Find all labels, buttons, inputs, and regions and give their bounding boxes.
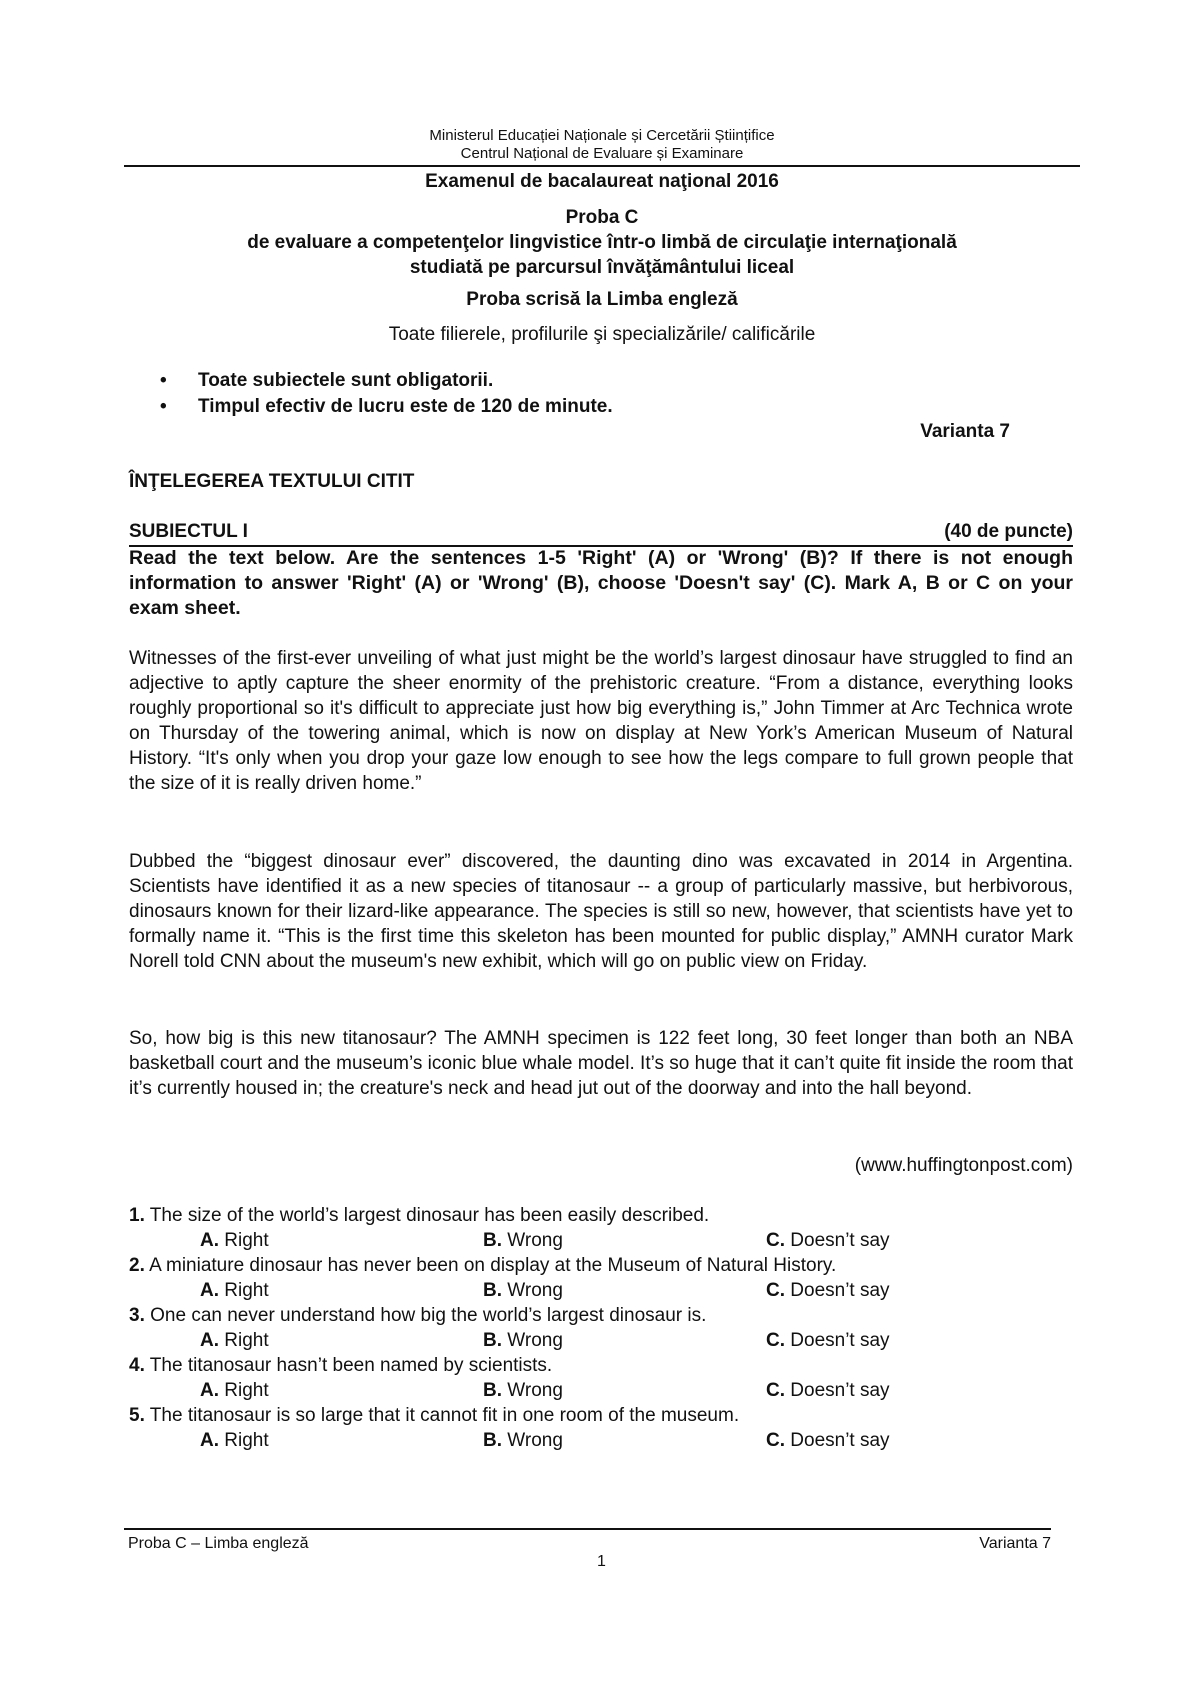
question-5-options xyxy=(129,1428,1073,1453)
subject-points: (40 de puncte) xyxy=(944,521,1073,542)
question-number: 3. xyxy=(129,1305,145,1326)
option-a: A. Right xyxy=(200,1380,269,1401)
question-text: The titanosaur hasn’t been named by scientists. xyxy=(149,1355,553,1376)
variant-label: Varianta 7 xyxy=(920,421,1010,442)
rule-item: • Toate subiectele sunt obligatorii. xyxy=(160,368,613,394)
page-number: 1 xyxy=(597,1553,606,1570)
option-a: A. Right xyxy=(200,1230,269,1251)
question-text: The titanosaur is so large that it cannot fit in one room of the museum. xyxy=(149,1405,740,1426)
question-3 xyxy=(129,1303,1073,1328)
option-c: C. Doesn’t say xyxy=(766,1380,890,1401)
question-4 xyxy=(129,1353,1073,1378)
option-c: C. Doesn’t say xyxy=(766,1330,890,1351)
question-2 xyxy=(129,1253,1073,1278)
subject-heading xyxy=(129,521,1073,547)
proba-subtitle-line2: studiată pe parcursul învăţământului liceal xyxy=(409,257,795,278)
question-text: One can never understand how big the world’s largest dinosaur is. xyxy=(150,1305,707,1326)
question-number: 5. xyxy=(129,1405,145,1426)
ministry-name: Ministerul Educației Naționale și Cercetării Științifice xyxy=(429,127,775,144)
reading-paragraph-3: So, how big is this new titanosaur? The AMNH specimen is 122 feet long, 30 feet longer than both an NBA basketball court and the museum’s iconic blue whale model. It’s so huge that it can’t quite fit inside the room that it’s currently housed in; the creature's neck and head jut out of the doorway and into the hall beyond. xyxy=(129,1028,1073,1099)
option-b: B. Wrong xyxy=(483,1230,563,1251)
text-source: (www.huffingtonpost.com) xyxy=(854,1155,1073,1176)
filiere-line: Toate filierele, profilurile şi specializările/ calificările xyxy=(388,324,816,345)
option-b: B. Wrong xyxy=(483,1280,563,1301)
question-5 xyxy=(129,1403,1073,1428)
header-divider xyxy=(124,165,1080,167)
option-c: C. Doesn’t say xyxy=(766,1280,890,1301)
language-test-title: Proba scrisă la Limba engleză xyxy=(466,289,738,310)
question-number: 4. xyxy=(129,1355,145,1376)
page-footer xyxy=(124,1528,1051,1552)
proba-subtitle-line1: de evaluare a competenţelor lingvistice într-o limbă de circulaţie internaţională xyxy=(247,232,957,253)
option-b: B. Wrong xyxy=(483,1330,563,1351)
question-list xyxy=(129,1203,1073,1453)
option-a: A. Right xyxy=(200,1330,269,1351)
option-a: A. Right xyxy=(200,1430,269,1451)
option-b: B. Wrong xyxy=(483,1430,563,1451)
footer-left: Proba C – Limba engleză xyxy=(128,1535,309,1552)
question-text: The size of the world’s largest dinosaur has been easily described. xyxy=(149,1205,710,1226)
exam-title: Examenul de bacalaureat naţional 2016 xyxy=(425,171,779,192)
option-c: C. Doesn’t say xyxy=(766,1430,890,1451)
subject-instructions: Read the text below. Are the sentences 1-5 'Right' (A) or 'Wrong' (B)? If there is not enough information to answer 'Right' (A) or 'Wrong' (B), choose 'Doesn't say' (C). Mark A, B or C on your exam sheet. xyxy=(129,547,1073,619)
question-1-options xyxy=(129,1228,1073,1253)
proba-title: Proba C xyxy=(565,207,639,228)
option-b: B. Wrong xyxy=(483,1380,563,1401)
option-a: A. Right xyxy=(200,1280,269,1301)
rule-item: • Timpul efectiv de lucru este de 120 de minute. xyxy=(160,394,613,420)
question-text: A miniature dinosaur has never been on display at the Museum of Natural History. xyxy=(149,1255,837,1276)
subject-title: SUBIECTUL I xyxy=(129,521,248,542)
question-4-options xyxy=(129,1378,1073,1403)
document-header xyxy=(124,127,1080,347)
question-number: 2. xyxy=(129,1255,145,1276)
option-c: C. Doesn’t say xyxy=(766,1230,890,1251)
question-3-options xyxy=(129,1328,1073,1353)
reading-paragraph-2: Dubbed the “biggest dinosaur ever” discovered, the daunting dino was excavated in 2014 in Argentina. Scientists have identified it as a new species of titanosaur -- a group of particularly massive, but herbivorous, dinosaurs known for their lizard-like appearance. The species is still so new, however, that scientists have yet to formally name it. “This is the first time this skeleton has been mounted for public display,” AMNH curator Mark Norell told CNN about the museum's new exhibit, which will go on public view on Friday. xyxy=(129,851,1073,972)
center-name: Centrul Național de Evaluare și Examinare xyxy=(460,145,744,162)
question-1 xyxy=(129,1203,1073,1228)
footer-right: Varianta 7 xyxy=(979,1535,1051,1552)
section-title: ÎNŢELEGEREA TEXTULUI CITIT xyxy=(129,471,415,492)
rules-list xyxy=(160,368,613,420)
question-number: 1. xyxy=(129,1205,145,1226)
question-2-options xyxy=(129,1278,1073,1303)
reading-paragraph-1: Witnesses of the first-ever unveiling of what just might be the world’s largest dinosaur have struggled to find an adjective to aptly capture the sheer enormity of the prehistoric creature. “From a distance, everything looks roughly proportional so it's difficult to appreciate just how big everything is,” John Timmer at Arc Technica wrote on Thursday of the towering animal, which is now on display at New York’s American Museum of Natural History. “It's only when you drop your gaze low enough to see how the legs compare to full grown people that the size of it is really driven home.” xyxy=(129,648,1073,794)
